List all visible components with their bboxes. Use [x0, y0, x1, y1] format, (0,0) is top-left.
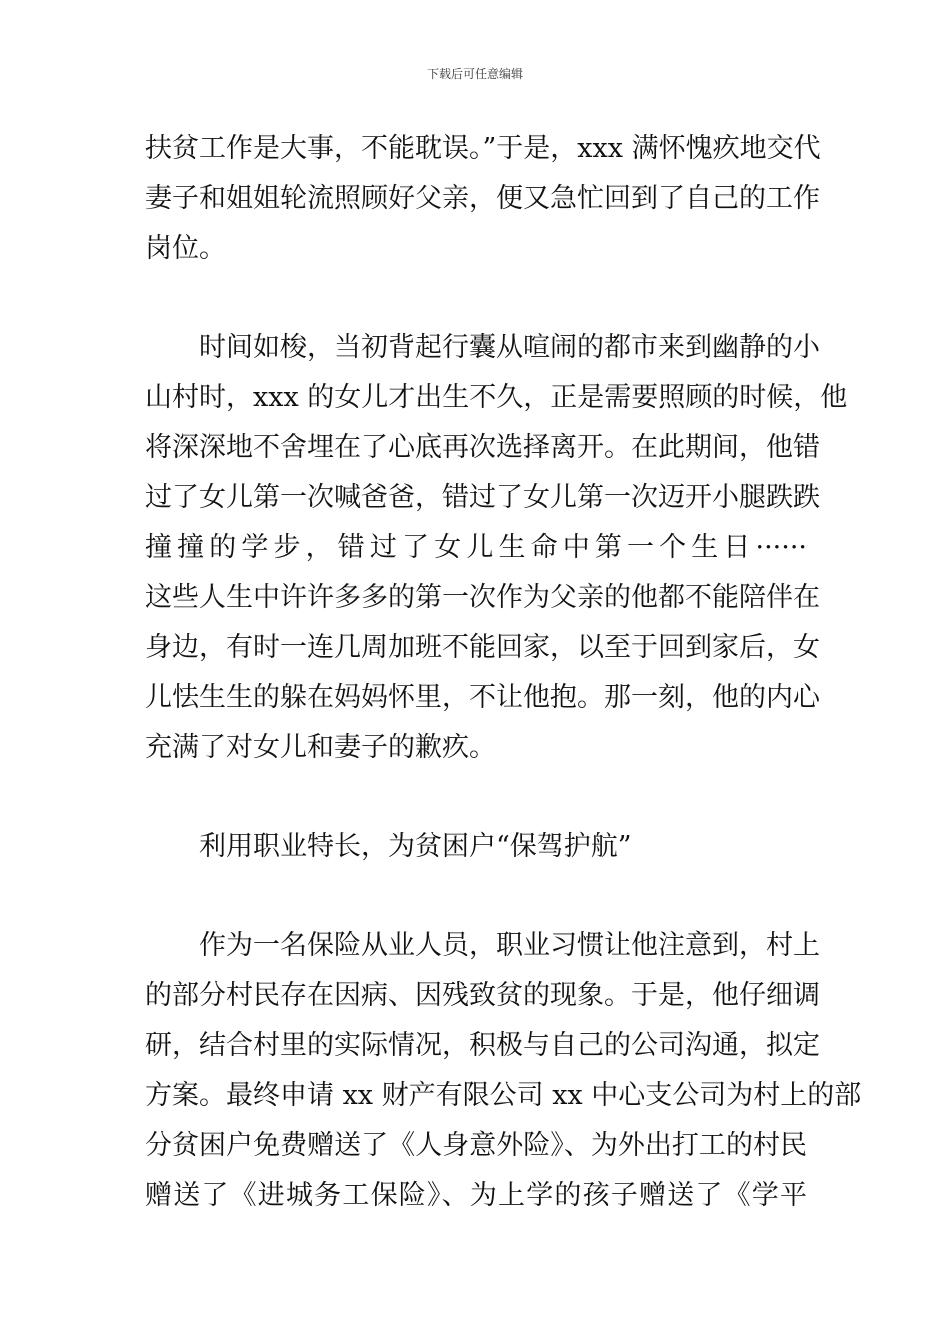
- paragraph-gap: [145, 872, 807, 921]
- text-line: 充满了对女儿和妻子的歉疚。: [145, 732, 496, 763]
- document-body: [145, 124, 862, 1221]
- text-line: 时间如梭，当初背起行囊从喧闹的都市来到幽静的小: [145, 332, 820, 363]
- section-heading: [145, 822, 807, 872]
- page-header: [0, 66, 950, 82]
- text-line: 将深深地不舍埋在了心底再次选择离开。在此期间，他错: [145, 432, 820, 463]
- paragraph-gap: [145, 773, 807, 822]
- text-line: 岗位。: [145, 233, 226, 264]
- text-line: 的部分村民存在因病、因残致贫的现象。于是，他仔细调: [145, 980, 820, 1011]
- text-line: 这些人生中许许多多的第一次作为父亲的他都不能陪伴在: [145, 582, 820, 613]
- text-line: 方案。最终申请 xx 财产有限公司 xx 中心支公司为村上的部: [145, 1080, 862, 1111]
- paragraph-1: [145, 124, 821, 274]
- paragraph-gap: [145, 274, 807, 323]
- text-line: 身边，有时一连几周加班不能回家，以至于回到家后，女: [145, 632, 820, 663]
- text-line: 作为一名保险从业人员，职业习惯让他注意到，村上: [145, 930, 820, 961]
- text-line: 研，结合村里的实际情况，积极与自己的公司沟通，拟定: [145, 1030, 820, 1061]
- text-line: 撞撞的学步，错过了女儿生命中第一个生日······: [145, 532, 807, 563]
- text-line: 儿怯生生的躲在妈妈怀里，不让他抱。那一刻，他的内心: [145, 682, 820, 713]
- text-line: 妻子和姐姐轮流照顾好父亲，便又急忙回到了自己的工作: [145, 183, 820, 214]
- header-text: 下载后可任意编辑: [426, 67, 523, 81]
- text-line: 分贫困户免费赠送了《人身意外险》、为外出打工的村民: [145, 1130, 807, 1161]
- text-line: 扶贫工作是大事，不能耽误。”于是，xxx 满怀愧疚地交代: [145, 133, 821, 164]
- text-line: 赠送了《进城务工保险》、为上学的孩子赠送了《学平: [145, 1180, 807, 1211]
- text-line: 山村时，xxx 的女儿才出生不久，正是需要照顾的时候，他: [145, 382, 848, 413]
- text-line: 过了女儿第一次喊爸爸，错过了女儿第一次迈开小腿跌跌: [145, 482, 820, 513]
- paragraph-3: [145, 921, 862, 1221]
- paragraph-2: [145, 323, 848, 773]
- heading-line: 利用职业特长，为贫困户“保驾护航”: [145, 831, 632, 862]
